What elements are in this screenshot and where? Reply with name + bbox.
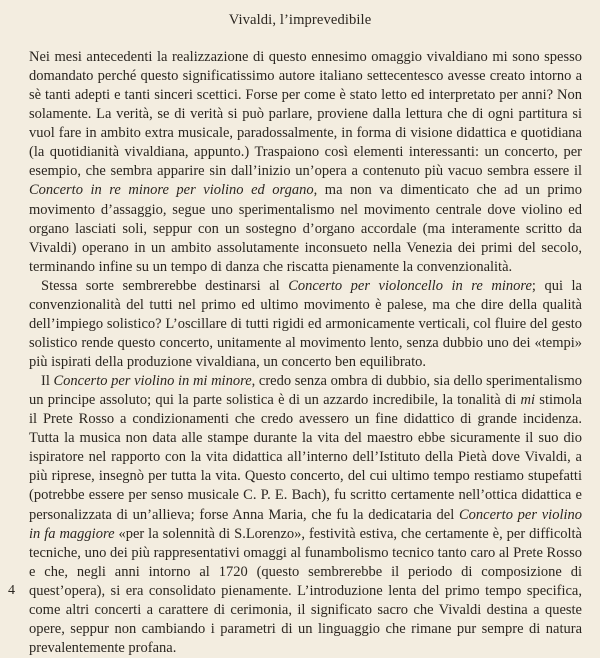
italic-title-text: Concerto per violoncello in re minore (288, 277, 532, 294)
paragraph-text: Il (41, 373, 54, 390)
italic-title-text: Concerto per violino in fa maggiore (29, 506, 582, 542)
page-number: 4 (8, 583, 15, 598)
paragraph (29, 372, 582, 658)
paragraph-text: Stessa sorte sembrerebbe destinarsi al (41, 277, 289, 294)
body-text (29, 48, 582, 658)
italic-title-text: Concerto in re minore per violino ed organo (29, 182, 314, 199)
paragraph-text: stimola il Prete Rosso a condizionamenti che credo avessero un fine didattico di grande incidenza. Tutta la musica non data alle stampe durante la vita del maestro ebbe sicuramente il suo dio ispiratore nel rapporto con la vita didattica all’interno dell’Istituto della Pietà dove Vivaldi, a più riprese, insegnò per tutta la vita. Questo concerto, del cui ultimo tempo restiamo stupefatti (potrebbe essere per senso musicale C. P. E. Bach), fu scritto certamente nell’ottica didattica e personalizzata di un’allieva; forse Anna Maria, che fu la dedicataria del (29, 392, 582, 523)
paragraph-text: «per la solennità di S.Lorenzo», festività estiva, che certamente è, per difficoltà tecniche, uno dei più rappresentativi omaggi al funambolismo tecnico tanto caro al Prete Rosso e che, negli anni intorno al 1720 (questo sembrerebbe il periodo di composizione di quest’opera), si era consolidato pienamente. L’introduzione lenta del primo tempo specifica, come altri concerti a carattere di cerimonia, il significato sacro che Vivaldi destina a queste opere, seppur non cambiando i parametri di un linguaggio che rimane pur sempre di natura prevalentemente profana. (29, 525, 582, 656)
paragraph-text: , ma non va dimenticato che ad un primo movimento d’assaggio, segue uno sperimentalismo nel movimento centrale dove violino ed organo lasciati soli, seppur con un sostegno d’organo accordale (ma interamente scritto da Vivaldi) operano in un ambito assolutamente inconsueto nella Venezia dei primi del secolo, terminando infine su un tempo di danza che riscatta pienamente la convenzionalità. (29, 182, 583, 275)
page-title: Vivaldi, l’imprevedibile (228, 12, 372, 28)
paragraph (29, 277, 582, 372)
italic-title-text: Concerto per violino in mi minore (53, 373, 252, 390)
italic-title-text: mi (520, 392, 536, 409)
paragraph-text: Nei mesi antecedenti la realizzazione di questo ennesimo omaggio vivaldiano mi sono spesso domandato perché questo significatissimo autore italiano settecentesco avesse creato intorno a sè tanti adepti e tanti sinceri scettici. Forse per come è stato letto ed interpretato per anni? Non solamente. La verità, se di verità si può parlare, proviene dalla lettura che di ogni partitura si vuol fare in ambito extra musicale, paradossalmente, in forma di visione didattica e quotidiana (la quotidianità vivaldiana, appunto.) Traspaiono così elementi interessanti: un concerto, per esempio, che sembra apparire sin dall’inizio un’opera a contenuto più vacuo sembra essere il (29, 49, 582, 180)
paragraph (29, 48, 582, 277)
paragraph-text: , credo senza ombra di dubbio, sia dello sperimentalismo un principe assoluto; qui la parte solistica è di un azzardo incredibile, la tonalità di (29, 373, 583, 409)
paragraph-text: ; qui la convenzionalità del tutti nel primo ed ultimo movimento è palese, ma che dire della qualità dell’impiego solistico? L’oscillare di tutti rigidi ed armonicamente verticali, col fluire del gesto solistico rende questo concerto, unitamente al movimento lento, senza dubbio uno dei «tempi» più ispirati della produzione vivaldiana, un concerto ben equilibrato. (29, 277, 582, 370)
